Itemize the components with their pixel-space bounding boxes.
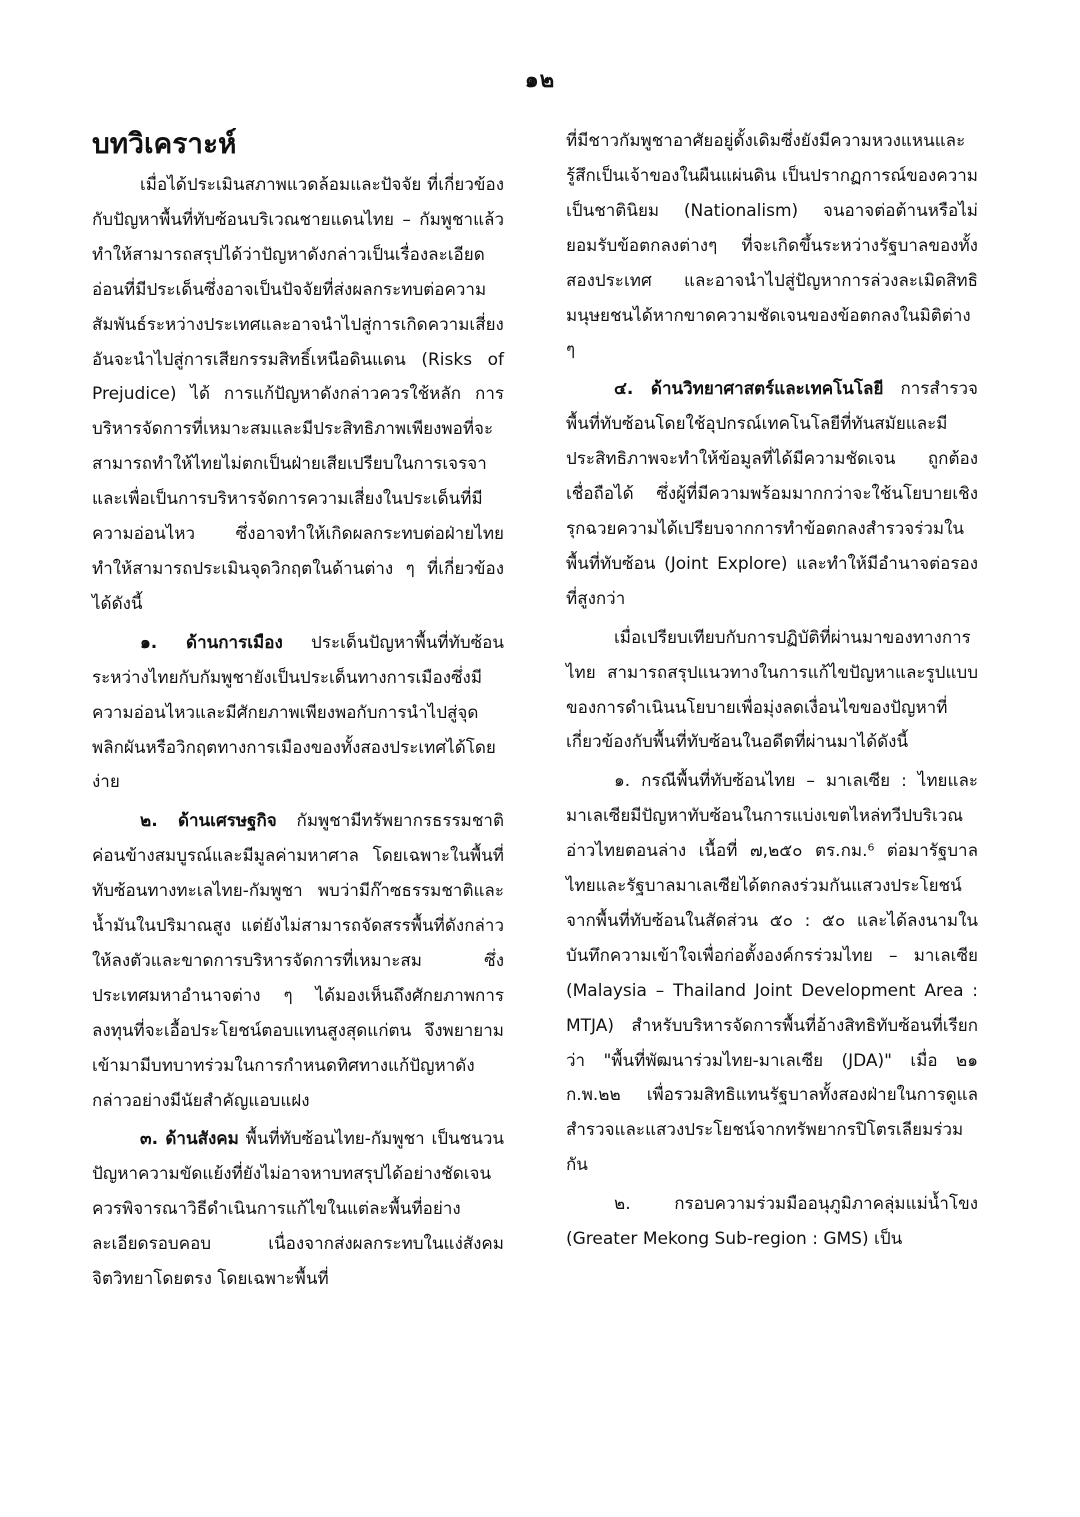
society-text: พื้นที่ทับซ้อนไทย-กัมพูชา เป็นชนวนปัญหาความขัดแย้งที่ยังไม่อาจหาบทสรุปได้อย่างชัดเจน ควรพิจารณาวิธีดำเนินการแก้ไขในแต่ละพื้นที่อย่างละเอียดรอบคอบ เนื่องจากส่งผลกระทบในแง่สังคมจิตวิทยาโดยตรง โดยเฉพาะพื้นที่ <box>92 1129 504 1290</box>
left-column <box>92 124 504 1297</box>
politics-heading: ๑. ด้านการเมือง <box>140 632 283 653</box>
economy-paragraph <box>92 804 504 1118</box>
politics-paragraph <box>92 626 504 801</box>
thai-malaysia-case-paragraph: ๑. กรณีพื้นที่ทับซ้อนไทย – มาเลเซีย : ไทยและมาเลเซียมีปัญหาทับซ้อนในการแบ่งเขตไหล่ทวีปบริเวณอ่าวไทยตอนล่าง เนื้อที่ ๗,๒๕๐ ตร.กม.⁶ ต่อมารัฐบาลไทยและรัฐบาลมาเลเซียได้ตกลงร่วมกันแสวงประโยชน์จากพื้นที่ทับซ้อนในสัดส่วน ๕๐ : ๕๐ และได้ลงนามในบันทึกความเข้าใจเพื่อก่อตั้งองค์กรร่วมไทย – มาเลเซีย (Malaysia – Thailand Joint Development Area : MTJA) สำหรับบริหารจัดการพื้นที่อ้างสิทธิทับซ้อนที่เรียกว่า "พื้นที่พัฒนาร่วมไทย-มาเลเซีย (JDA)" เมื่อ ๒๑ ก.พ.๒๒ เพื่อรวมสิทธิแทนรัฐบาลทั้งสองฝ่ายในการดูแลสำรวจและแสวงประโยชน์จากทรัพยากรปิโตรเลียมร่วมกัน <box>566 771 978 1176</box>
science-text: การสำรวจพื้นที่ทับซ้อนโดยใช้อุปกรณ์เทคโนโลยีที่ทันสมัยและมีประสิทธิภาพจะทำให้ข้อมูลที่ได้มีความชัดเจน ถูกต้อง เชื่อถือได้ ซึ่งผู้ที่มีความพร้อมมากกว่าจะใช้นโยบายเชิงรุกฉวยความได้เปรียบจากการทำข้อตกลงสำรวจร่วมในพื้นที่ทับซ้อน (Joint Explore) และทำให้มีอำนาจต่อรองที่สูงกว่า <box>566 379 978 609</box>
section-heading: บทวิเคราะห์ <box>92 127 237 160</box>
science-heading: ๔. ด้านวิทยาศาสตร์และเทคโนโลยี <box>614 379 884 400</box>
right-column <box>566 124 978 1257</box>
economy-heading: ๒. ด้านเศรษฐกิจ <box>140 811 277 832</box>
society-heading: ๓. ด้านสังคม <box>140 1129 239 1150</box>
gms-paragraph: ๒. กรอบความร่วมมืออนุภูมิภาคลุ่มแม่น้ำโขง (Greater Mekong Sub-region : GMS) เป็น <box>566 1194 978 1250</box>
comparison-paragraph: เมื่อเปรียบเทียบกับการปฏิบัติที่ผ่านมาของทางการไทย สามารถสรุปแนวทางในการแก้ไขปัญหาและรูปแบบของการดำเนินนโยบายเพื่อมุ่งลดเงื่อนไขของปัญหาที่เกี่ยวข้องกับพื้นที่ทับซ้อนในอดีตที่ผ่านมาได้ดังนี้ <box>566 627 978 753</box>
politics-text: ประเด็นปัญหาพื้นที่ทับซ้อนระหว่างไทยกับกัมพูชายังเป็นประเด็นทางการเมืองซึ่งมีความอ่อนไหวและมีศักยภาพเพียงพอกับการนำไปสู่จุดพลิกผันหรือวิกฤตทางการเมืองของทั้งสองประเทศได้โดยง่าย <box>92 632 505 793</box>
society-continuation: ที่มีชาวกัมพูชาอาศัยอยู่ดั้งเดิมซึ่งยังมีความหวงแหนและรู้สึกเป็นเจ้าของในผืนแผ่นดิน เป็นปรากฏการณ์ของความเป็นชาตินิยม (Nationalism) จนอาจต่อต้านหรือไม่ยอมรับข้อตกลงต่างๆ ที่จะเกิดขึ้นระหว่างรัฐบาลของทั้งสองประเทศ และอาจนำไปสู่ปัญหาการล่วงละเมิดสิทธิมนุษยชนได้หากขาดความชัดเจนของข้อตกลงในมิติต่าง ๆ <box>566 131 978 361</box>
intro-paragraph: เมื่อได้ประเมินสภาพแวดล้อมและปัจจัย ที่เกี่ยวข้องกับปัญหาพื้นที่ทับซ้อนบริเวณชายแดนไทย – กัมพูชาแล้ว ทำให้สามารถสรุปได้ว่าปัญหาดังกล่าวเป็นเรื่องละเอียดอ่อนที่มีประเด็นซึ่งอาจเป็นปัจจัยที่ส่งผลกระทบต่อความสัมพันธ์ระหว่างประเทศและอาจนำไปสู่การเกิดความเสี่ยงอันจะนำไปสู่การเสียกรรมสิทธิ์เหนือดินแดน (Risks of Prejudice) ได้ การแก้ปัญหาดังกล่าวควรใช้หลัก การบริหารจัดการที่เหมาะสมและมีประสิทธิภาพเพียงพอที่จะสามารถทำให้ไทยไม่ตกเป็นฝ่ายเสียเปรียบในการเจรจา และเพื่อเป็นการบริหารจัดการความเสี่ยงในประเด็นที่มีความอ่อนไหว ซึ่งอาจทำให้เกิดผลกระทบต่อฝ่ายไทย ทำให้สามารถประเมินจุดวิกฤตในด้านต่าง ๆ ที่เกี่ยวข้องได้ดังนี้ <box>92 175 504 614</box>
page-number: ๑๒ <box>524 68 556 93</box>
economy-text: กัมพูชามีทรัพยากรธรรมชาติค่อนข้างสมบูรณ์และมีมูลค่ามหาศาล โดยเฉพาะในพื้นที่ทับซ้อนทางทะเลไทย-กัมพูชา พบว่ามีก๊าซธรรมชาติและน้ำมันในปริมาณสูง แต่ยังไม่สามารถจัดสรรพื้นที่ดังกล่าวให้ลงตัวและขาดการบริหารจัดการที่เหมาะสม ซึ่งประเทศมหาอำนาจต่าง ๆ ได้มองเห็นถึงศักยภาพการลงทุนที่จะเอื้อประโยชน์ตอบแทนสูงสุดแก่ตน จึงพยายามเข้ามามีบทบาทร่วมในการกำหนดทิศทางแก้ปัญหาดังกล่าวอย่างมีนัยสำคัญแอบแฝง <box>92 811 504 1111</box>
science-paragraph <box>566 372 978 616</box>
society-paragraph <box>92 1122 504 1297</box>
